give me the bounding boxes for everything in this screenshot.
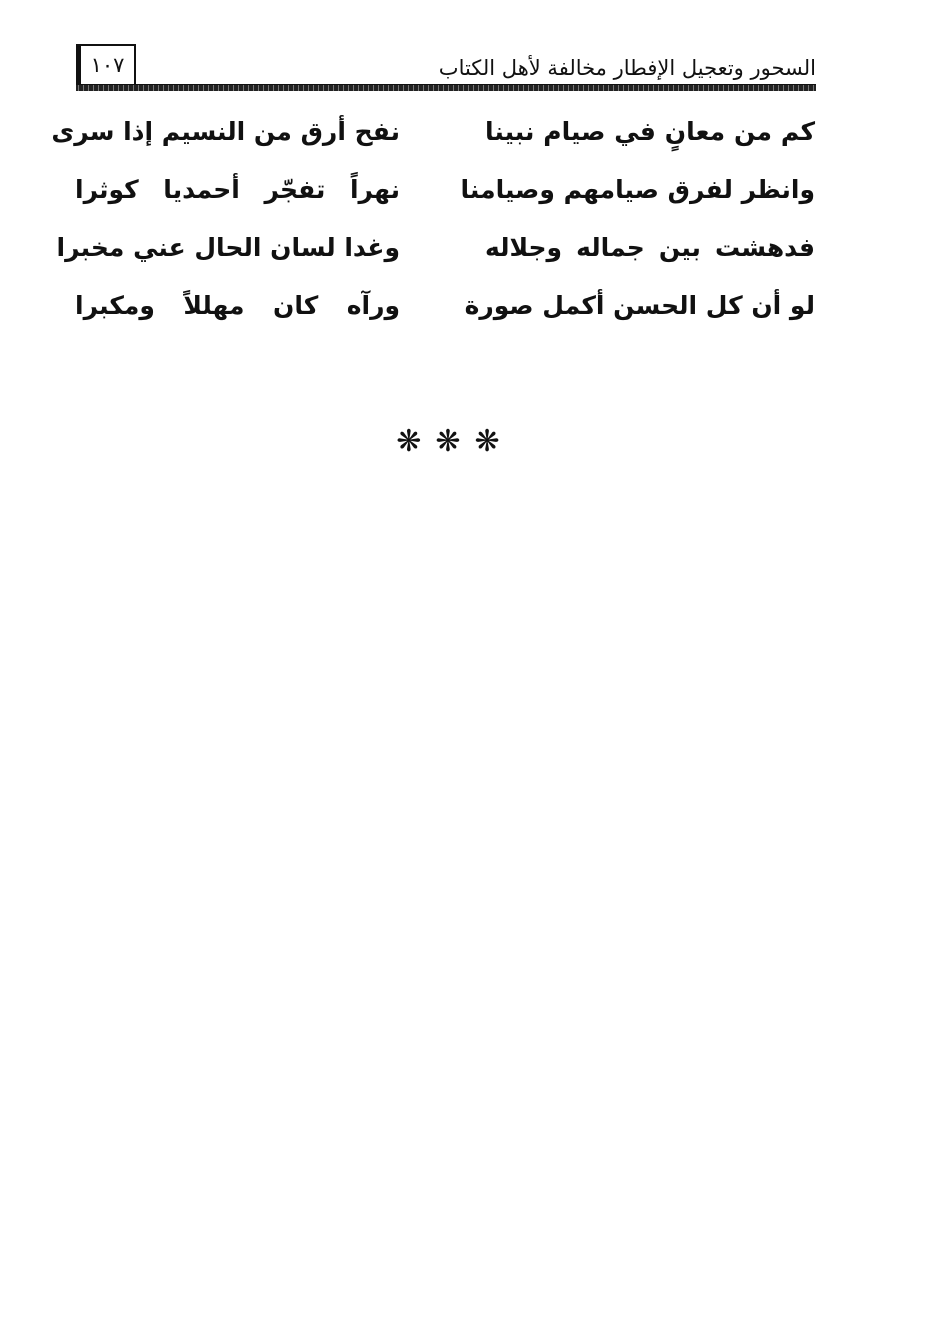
verse-1 bbox=[51, 110, 815, 168]
running-title: السحور وتعجيل الإفطار مخالفة لأهل الكتاب bbox=[438, 56, 816, 80]
verse-2 bbox=[70, 168, 815, 226]
page-number-text: ١٠٧ bbox=[90, 53, 125, 77]
poem bbox=[51, 110, 815, 342]
page-number bbox=[76, 44, 136, 88]
header-rule bbox=[76, 84, 816, 91]
verse-2-first-hemistich: وانظر لفرق صيامهم وصيامنا bbox=[460, 175, 815, 204]
verse-1-first-hemistich: كم من معانٍ في صيام نبينا bbox=[485, 117, 815, 146]
verse-1-second-hemistich: نفح أرق من النسيم إذا سرى bbox=[51, 117, 400, 146]
verse-3 bbox=[56, 226, 815, 284]
verse-3-first-hemistich: فدهشت بين جماله وجلاله bbox=[485, 233, 815, 262]
verse-4-second-hemistich: ورآه كان مهللاً ومكبرا bbox=[75, 291, 400, 320]
verse-4-first-hemistich: لو أن كل الحسن أكمل صورة bbox=[464, 291, 815, 320]
verse-2-second-hemistich: نهراً تفجّر أحمديا كوثرا bbox=[75, 175, 400, 204]
page-header bbox=[76, 44, 816, 90]
verse-3-second-hemistich: وغدا لسان الحال عني مخبرا bbox=[56, 233, 400, 262]
verse-4 bbox=[70, 284, 815, 342]
section-divider-stars: ❋❋❋ bbox=[396, 424, 514, 459]
